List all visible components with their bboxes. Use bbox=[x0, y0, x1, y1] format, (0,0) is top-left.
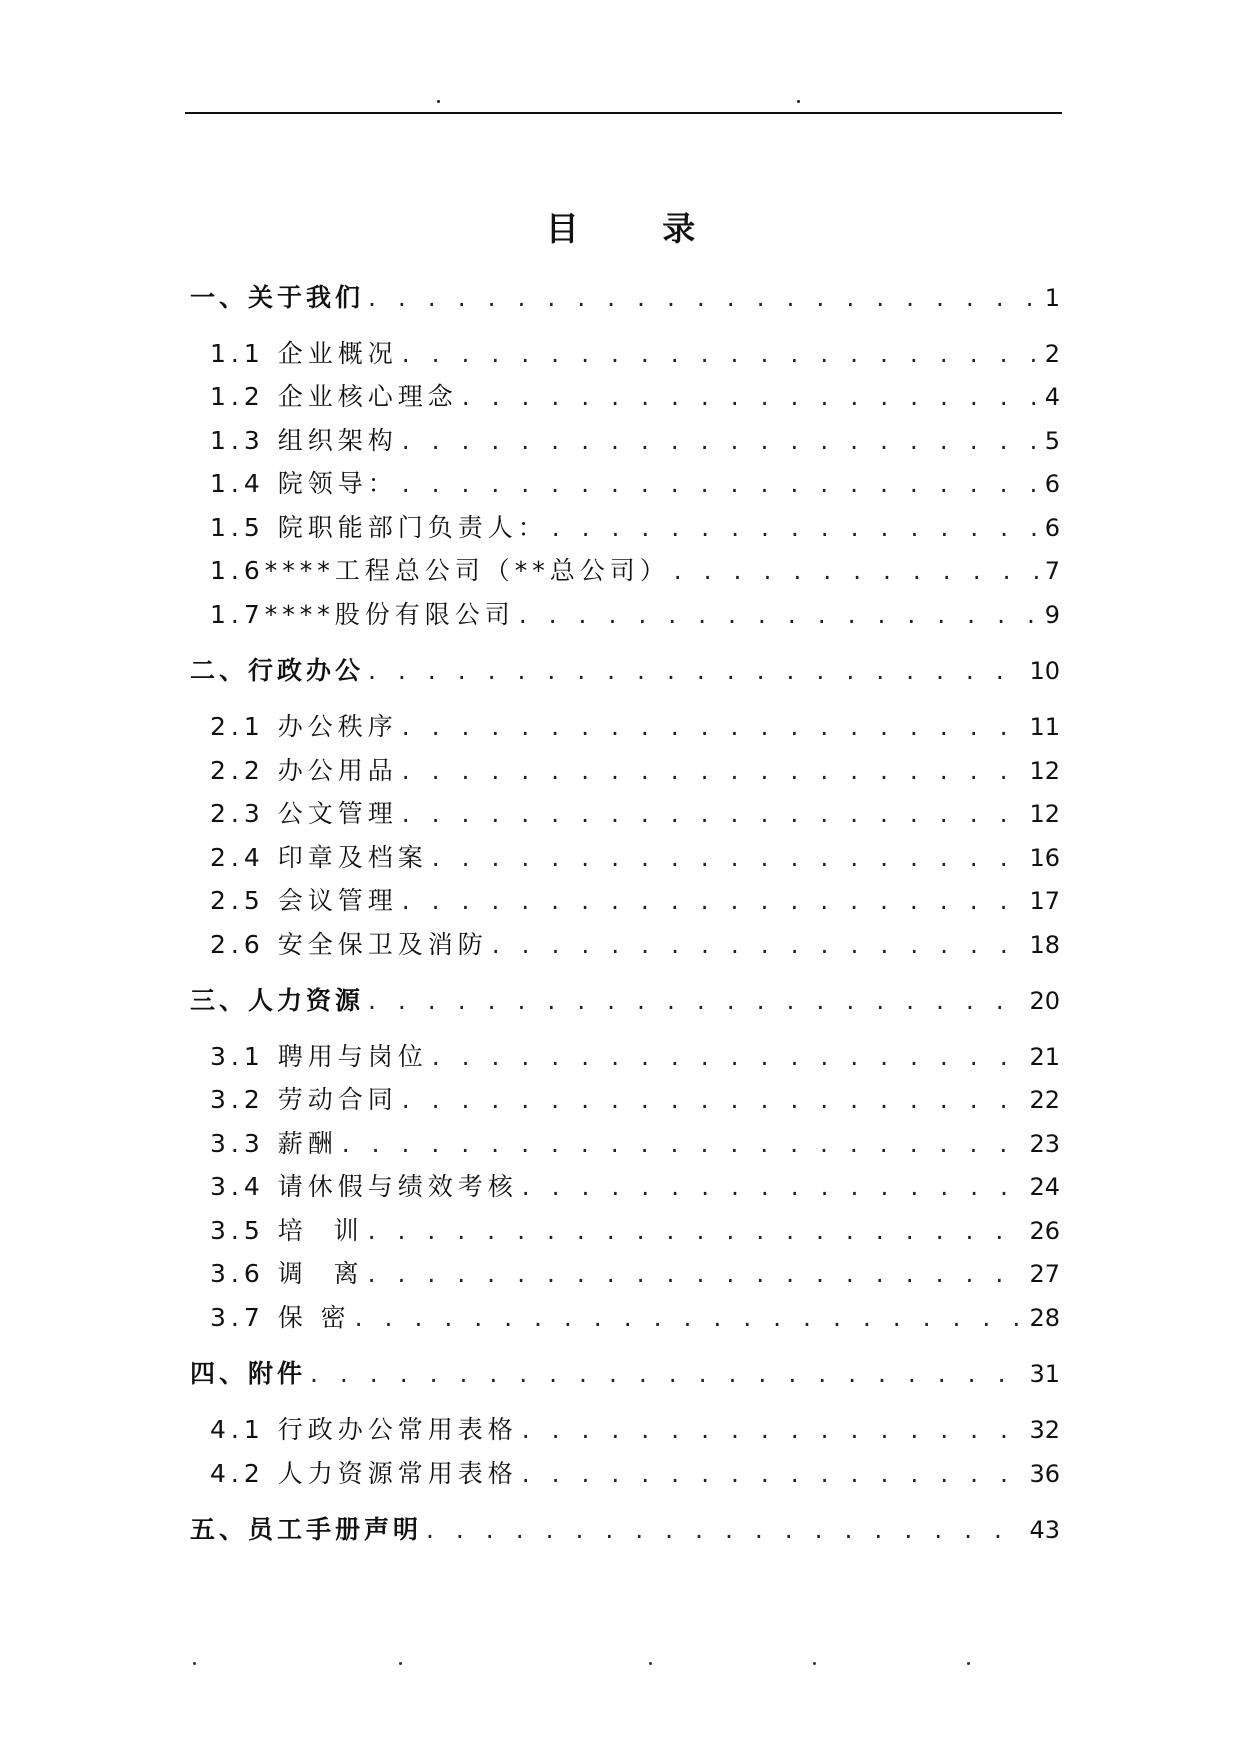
toc-leader-dots bbox=[342, 1124, 1026, 1164]
toc-entry[interactable] bbox=[210, 1124, 1060, 1164]
toc-entry-label: 4.1 行政办公常用表格 bbox=[210, 1415, 518, 1444]
toc-entry-label: 五、员工手册声明 bbox=[190, 1515, 423, 1544]
toc-page-number: 24 bbox=[1029, 1173, 1060, 1201]
toc-page-number: 43 bbox=[1029, 1516, 1060, 1544]
toc-page-number: 18 bbox=[1029, 931, 1060, 959]
toc-entry[interactable] bbox=[210, 1211, 1060, 1251]
toc-entry-label: 2.1 办公秩序 bbox=[210, 712, 398, 741]
toc-entry-label: 2.5 会议管理 bbox=[210, 886, 398, 915]
toc-leader-dots bbox=[552, 508, 1041, 548]
footer-dot bbox=[193, 1662, 196, 1665]
toc-entry[interactable] bbox=[210, 508, 1060, 548]
toc-leader-dots bbox=[402, 464, 1041, 504]
toc-entry-label: 3.2 劳动合同 bbox=[210, 1085, 398, 1114]
toc-entry-label: 1.2 企业核心理念 bbox=[210, 382, 458, 411]
toc-entry-label: 3.6 调 离 bbox=[210, 1259, 364, 1288]
toc-entry[interactable] bbox=[210, 334, 1060, 374]
toc-entry-label: 2.3 公文管理 bbox=[210, 799, 398, 828]
toc-page-number: 21 bbox=[1029, 1043, 1060, 1071]
toc-leader-dots bbox=[402, 881, 1026, 921]
toc-entry-label: 2.6 安全保卫及消防 bbox=[210, 930, 488, 959]
toc-leader-dots bbox=[432, 838, 1026, 878]
toc-entry-label: 1.7****股份有限公司 bbox=[210, 600, 515, 629]
toc-leader-dots bbox=[674, 551, 1041, 591]
toc-page-number: 10 bbox=[1029, 657, 1060, 685]
toc-entry-label: 1.5 院职能部门负责人： bbox=[210, 513, 548, 542]
toc-leader-dots bbox=[402, 794, 1026, 834]
toc-page-number: 22 bbox=[1029, 1086, 1060, 1114]
toc-entry[interactable] bbox=[210, 881, 1060, 921]
toc-entry-label: 三、人力资源 bbox=[190, 986, 365, 1015]
toc-leader-dots bbox=[368, 278, 1041, 318]
toc-page-number: 9 bbox=[1044, 601, 1060, 629]
toc-page-number: 6 bbox=[1044, 514, 1060, 542]
toc-leader-dots bbox=[522, 1410, 1026, 1450]
toc-entry[interactable] bbox=[190, 1354, 1060, 1394]
toc-entry-label: 一、关于我们 bbox=[190, 283, 365, 312]
toc-entry-label: 3.5 培 训 bbox=[210, 1216, 364, 1245]
toc-page-number: 26 bbox=[1029, 1217, 1060, 1245]
footer-dot bbox=[967, 1662, 970, 1665]
toc-entry[interactable] bbox=[210, 1167, 1060, 1207]
toc-leader-dots bbox=[402, 707, 1026, 747]
toc-leader-dots bbox=[368, 1211, 1026, 1251]
toc-leader-dots bbox=[368, 651, 1025, 691]
toc-entry-label: 1.1 企业概况 bbox=[210, 339, 398, 368]
toc-page-number: 16 bbox=[1029, 844, 1060, 872]
toc-page-number: 28 bbox=[1029, 1304, 1060, 1332]
toc-page-number: 12 bbox=[1029, 757, 1060, 785]
toc-page-number: 5 bbox=[1044, 427, 1060, 455]
toc-page-number: 20 bbox=[1029, 987, 1060, 1015]
toc-page-number: 6 bbox=[1044, 470, 1060, 498]
toc-page-number: 7 bbox=[1044, 557, 1060, 585]
toc-leader-dots bbox=[402, 334, 1041, 374]
toc-page-number: 27 bbox=[1029, 1260, 1060, 1288]
toc-page-number: 12 bbox=[1029, 800, 1060, 828]
toc-entry-label: 3.4 请休假与绩效考核 bbox=[210, 1172, 518, 1201]
toc-entry[interactable] bbox=[190, 278, 1060, 318]
toc-leader-dots bbox=[519, 595, 1041, 635]
toc-entry-label: 1.3 组织架构 bbox=[210, 426, 398, 455]
footer-dot bbox=[813, 1662, 816, 1665]
toc-entry[interactable] bbox=[210, 1080, 1060, 1120]
header-dot-right bbox=[797, 100, 800, 103]
toc-leader-dots bbox=[402, 751, 1026, 791]
toc-leader-dots bbox=[402, 421, 1041, 461]
toc-leader-dots bbox=[426, 1510, 1025, 1550]
toc-entry-label: 1.6****工程总公司（**总公司） bbox=[210, 556, 670, 585]
toc-leader-dots bbox=[355, 1298, 1026, 1338]
toc-page-number: 1 bbox=[1044, 284, 1060, 312]
toc-entry[interactable] bbox=[210, 551, 1060, 591]
toc-leader-dots bbox=[462, 377, 1041, 417]
toc-entry-label: 四、附件 bbox=[190, 1359, 307, 1388]
toc-leader-dots bbox=[368, 1254, 1026, 1294]
toc-leader-dots bbox=[492, 925, 1026, 965]
toc-page-number: 23 bbox=[1029, 1130, 1060, 1158]
toc-entry[interactable] bbox=[210, 377, 1060, 417]
toc-page-number: 32 bbox=[1029, 1416, 1060, 1444]
toc-entry[interactable] bbox=[210, 1454, 1060, 1494]
toc-entry-label: 二、行政办公 bbox=[190, 656, 365, 685]
toc-entry[interactable] bbox=[210, 707, 1060, 747]
toc-entry-label: 1.4 院领导： bbox=[210, 469, 398, 498]
toc-leader-dots bbox=[310, 1354, 1025, 1394]
toc-page-number: 11 bbox=[1029, 713, 1060, 741]
toc-page-number: 17 bbox=[1029, 887, 1060, 915]
toc-entry[interactable] bbox=[210, 1037, 1060, 1077]
toc-entry[interactable] bbox=[210, 421, 1060, 461]
toc-entry-label: 2.2 办公用品 bbox=[210, 756, 398, 785]
toc-entry-label: 4.2 人力资源常用表格 bbox=[210, 1459, 518, 1488]
toc-entry-label: 3.7 保 密 bbox=[210, 1303, 351, 1332]
toc-entry[interactable] bbox=[190, 1510, 1060, 1550]
toc-entry[interactable] bbox=[210, 1298, 1060, 1338]
toc-page-number: 31 bbox=[1029, 1360, 1060, 1388]
toc-leader-dots bbox=[432, 1037, 1026, 1077]
toc-page-number: 2 bbox=[1044, 340, 1060, 368]
footer-dot bbox=[399, 1662, 402, 1665]
toc-leader-dots bbox=[522, 1454, 1026, 1494]
toc-entry-label: 2.4 印章及档案 bbox=[210, 843, 428, 872]
header-rule bbox=[185, 112, 1062, 114]
toc-entry-label: 3.1 聘用与岗位 bbox=[210, 1042, 428, 1071]
toc-entry[interactable] bbox=[210, 464, 1060, 504]
toc-title: 目 录 bbox=[545, 209, 732, 248]
toc-entry-label: 3.3 薪酬 bbox=[210, 1129, 338, 1158]
header-dot-left bbox=[437, 100, 440, 103]
toc-page-number: 36 bbox=[1029, 1460, 1060, 1488]
toc-entry[interactable] bbox=[210, 794, 1060, 834]
toc-leader-dots bbox=[522, 1167, 1026, 1207]
footer-dot bbox=[649, 1662, 652, 1665]
toc-entry[interactable] bbox=[210, 595, 1060, 635]
toc-entry[interactable] bbox=[210, 751, 1060, 791]
toc-entry[interactable] bbox=[210, 838, 1060, 878]
toc-entry[interactable] bbox=[190, 981, 1060, 1021]
toc-leader-dots bbox=[402, 1080, 1026, 1120]
toc-entry[interactable] bbox=[210, 1410, 1060, 1450]
toc-leader-dots bbox=[368, 981, 1025, 1021]
toc-entry[interactable] bbox=[210, 1254, 1060, 1294]
toc-entry[interactable] bbox=[210, 925, 1060, 965]
toc-page-number: 4 bbox=[1044, 383, 1060, 411]
toc-entry[interactable] bbox=[190, 651, 1060, 691]
